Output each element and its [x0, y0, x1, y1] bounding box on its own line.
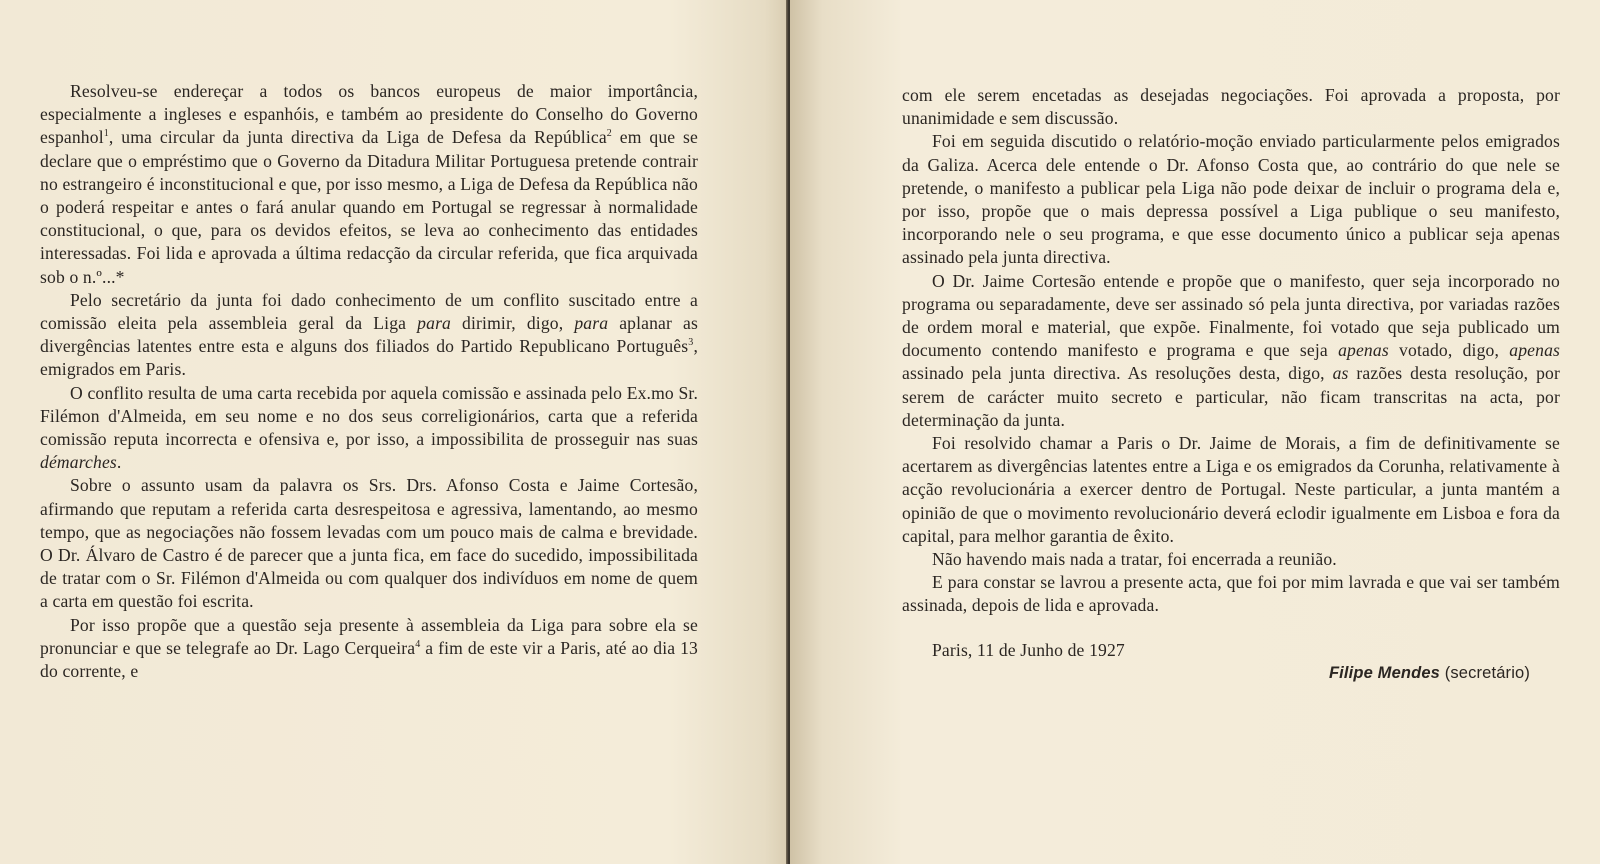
text-run: , uma circular da junta directiva da Liga de Defesa da República — [108, 127, 607, 148]
text-run: dirimir, digo, — [451, 313, 575, 334]
text-run: Foi resolvido chamar a Paris o Dr. Jaime de Morais, a fim de definitivamente se acertarem as divergências latentes entre a Liga e os emigrados da Corunha, relativamente à acção revolucionária a exercer dentro de Portugal. Neste particular, a junta mantém a opinião de que o movimento revolucionário deverá eclodir igualmente em Lisboa e fora da capital, para melhor garantia de êxito. — [902, 433, 1560, 546]
text-run: Resolveu-se endereçar a todos os bancos europeus de maior importância, especialmente a ingleses e espanhóis, e também ao presidente do Conselho do Governo espanhol — [40, 81, 698, 148]
text-run: . — [116, 452, 122, 473]
italic-text: para — [417, 313, 452, 334]
signature-role: (secretário) — [1444, 663, 1530, 682]
italic-text: apenas — [1338, 340, 1389, 361]
paragraph — [40, 80, 698, 289]
text-run: E para constar se lavrou a presente acta, que foi por mim lavrada e que vai ser também assinada, depois de lida e aprovada. — [902, 572, 1560, 616]
italic-text: para — [574, 313, 609, 334]
right-page-body — [902, 84, 1560, 618]
text-run: razões desta resolução, por serem de carácter muito secreto e particular, não ficam transcritas na acta, por determinação da junta. — [902, 363, 1560, 430]
paragraph — [40, 614, 698, 684]
footnote-marker: 3 — [688, 337, 694, 349]
text-run: Pelo secretário da junta foi dado conhecimento de um conflito suscitado entre a comissão eleita pela assembleia geral da Liga — [40, 289, 698, 334]
text-run: O Dr. Jaime Cortesão entende e propõe que o manifesto, quer seja incorporado no programa ou separadamente, deve ser assinado só pela junta directiva, por variadas razões de ordem moral e material, que expõe. Finalmente, foi votado que seja publicado um documento contendo manifesto e programa e que seja — [902, 270, 1560, 361]
italic-text: démarches — [40, 452, 117, 473]
text-run: a fim de este vir a Paris, até ao dia 13 do corrente, e — [40, 637, 698, 682]
left-page-text — [40, 80, 698, 683]
text-run: Foi em seguida discutido o relatório-moção enviado particularmente pelos emigrados da Galiza. Acerca dele entende o Dr. Afonso Costa que, ao contrário do que nele se pretende, o manifesto a publicar pela Liga não pode deixar de incluir o programa dela e, por isso, propõe que o mais depressa possível a Liga publique o seu manifesto, incorporando nele o seu programa, e que esse documento único a publicar seja apenas assinado pela junta directiva. — [902, 131, 1560, 268]
right-page-text — [902, 84, 1560, 685]
text-run: aplanar as divergências latentes entre esta e alguns dos filiados do Partido Republicano Português — [40, 313, 698, 357]
signature — [902, 662, 1560, 685]
footnote-marker: 2 — [606, 128, 612, 140]
text-run: Sobre o assunto usam da palavra os Srs. Drs. Afonso Costa e Jaime Cortesão, afirmando que reputam a referida carta desrespeitosa e agressiva, lamentando, ao mesmo tempo, que as negociações não fossem levadas com um pouco mais de calma e brevidade. O Dr. Álvaro de Castro é de parecer que a junta fica, em face do sucedido, impossibilitada de tratar com o Sr. Filémon d'Almeida ou com qualquer dos indivíduos em nome de quem a carta em questão foi escrita. — [40, 475, 698, 612]
paragraph — [902, 270, 1560, 432]
footnote-marker: 4 — [415, 639, 421, 651]
text-run: com ele serem encetadas as desejadas negociações. Foi aprovada a proposta, por unanimidade e sem discussão. — [902, 85, 1560, 129]
signature-name: Filipe Mendes — [1328, 663, 1441, 682]
paragraph — [902, 432, 1560, 548]
paragraph — [902, 571, 1560, 617]
paragraph — [40, 382, 698, 475]
dateline: Paris, 11 de Junho de 1927 — [932, 639, 1125, 660]
text-run: Não havendo mais nada a tratar, foi encerrada a reunião. — [932, 549, 1337, 570]
text-run: em que se declare que o empréstimo que o Governo da Ditadura Militar Portuguesa pretende contrair no estrangeiro é inconstitucional e que, por isso mesmo, a Liga de Defesa da República não o poderá respeitar e antes o fará anular quando em Portugal se regressar à normalidade constitucional, o que, para os devidos efeitos, se leva ao conhecimento das entidades interessadas. Foi lida e aprovada a última redacção da circular referida, que fica arquivada sob o n.º...* — [40, 127, 699, 287]
left-page — [0, 0, 788, 864]
paragraph — [40, 289, 698, 382]
text-run: , emigrados em Paris. — [40, 336, 698, 380]
paragraph — [40, 474, 698, 613]
italic-text: apenas — [1509, 340, 1561, 361]
text-run: Por isso propõe que a questão seja presente à assembleia da Liga para sobre ela se pronunciar e que se telegrafe ao Dr. Lago Cerqueira — [40, 614, 698, 658]
paragraph — [902, 84, 1560, 130]
paragraph — [902, 548, 1560, 571]
footnote-marker: 1 — [103, 128, 109, 140]
italic-text: as — [1332, 363, 1349, 384]
text-run: O conflito resulta de uma carta recebida por aquela comissão e assinada pelo Ex.mo Sr. Filémon d'Almeida, em seu nome e no dos seus correligionários, carta que a referida comissão reputa incorrecta e ofensiva e, por isso, a impossibilita de prosseguir nas suas — [40, 382, 698, 450]
paragraph — [902, 130, 1560, 269]
text-run: assinado pela junta directiva. As resoluções desta, digo, — [902, 363, 1333, 384]
text-run: votado, digo, — [1388, 340, 1510, 361]
